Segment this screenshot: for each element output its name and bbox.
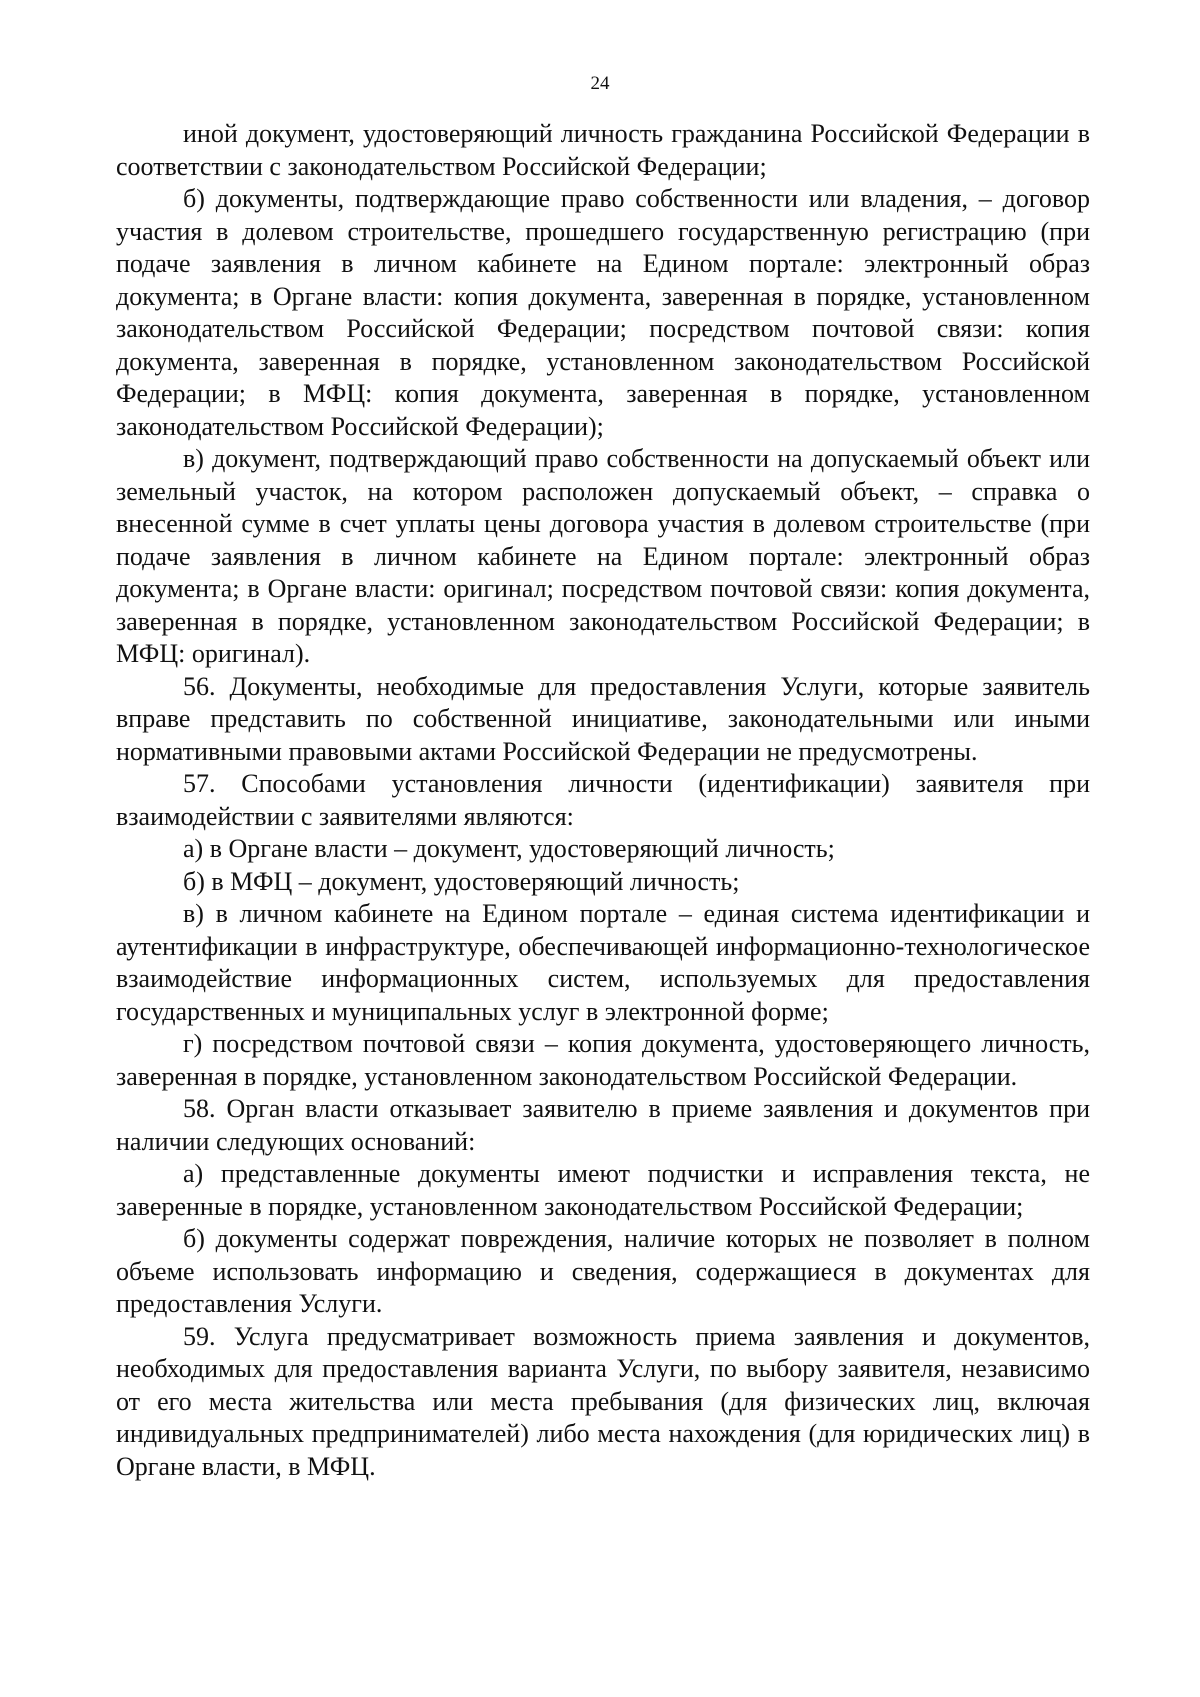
- paragraph-57-v: в) в личном кабинете на Едином портале – единая система идентификации и аутентификации в инфраструктуре, обеспечивающей информационно-технологическое взаимодействие информационных систем, используемых для предоставления государственных и муниципальных услуг в электронной форме;: [116, 899, 1090, 1026]
- paragraph-59: 59. Услуга предусматривает возможность приема заявления и документов, необходимых для предоставления варианта Услуги, по выбору заявителя, независимо от его места жительства или места пребывания (для физических лиц, включая индивидуальных предпринимателей) либо места нахождения (для юридических лиц) в Органе власти, в МФЦ.: [116, 1321, 1090, 1481]
- paragraph-b-ownership-docs: б) документы, подтверждающие право собственности или владения, – договор участия в долевом строительстве, прошедшего государственную регистрацию (при подаче заявления в личном кабинете на Едином портале: электронный образ документа; в Органе власти: копия документа, заверенная в порядке, установленном законодательством Российской Федерации; посредством почтовой связи: копия документа, заверенная в порядке, установленном законодательством Российской Федерации; в МФЦ: копия документа, заверенная в порядке, установленном законодательством Российской Федерации);: [116, 184, 1090, 441]
- paragraph-58-b: б) документы содержат повреждения, наличие которых не позволяет в полном объеме использовать информацию и сведения, содержащиеся в документах для предоставления Услуги.: [116, 1224, 1090, 1318]
- paragraph-v-ownership-proof: в) документ, подтверждающий право собственности на допускаемый объект или земельный участок, на котором расположен допускаемый объект, – справка о внесенной сумме в счет уплаты цены договора участия в долевом строительстве (при подаче заявления в личном кабинете на Едином портале: электронный образ документа; в Органе власти: оригинал; посредством почтовой связи: копия документа, заверенная в порядке, установленном законодательством Российской Федерации; в МФЦ: оригинал).: [116, 444, 1090, 668]
- paragraph-56: 56. Документы, необходимые для предоставления Услуги, которые заявитель вправе представить по собственной инициативе, законодательными или иными нормативными правовыми актами Российской Федерации не предусмотрены.: [116, 671, 1090, 766]
- page-number: 24: [590, 73, 610, 94]
- paragraph-57-b: б) в МФЦ – документ, удостоверяющий личность;: [183, 866, 740, 896]
- paragraph-57-g: г) посредством почтовой связи – копия документа, удостоверяющего личность, заверенная в порядке, установленном законодательством Российской Федерации.: [116, 1029, 1090, 1091]
- document-body: [116, 118, 1090, 1483]
- paragraph-58: 58. Орган власти отказывает заявителю в приеме заявления и документов при наличии следующих оснований:: [116, 1094, 1090, 1156]
- paragraph-57: 57. Способами установления личности (идентификации) заявителя при взаимодействии с заявителями являются:: [116, 769, 1090, 831]
- paragraph-58-a: а) представленные документы имеют подчистки и исправления текста, не заверенные в порядке, установленном законодательством Российской Федерации;: [116, 1159, 1090, 1221]
- paragraph-57-a: а) в Органе власти – документ, удостоверяющий личность;: [183, 834, 835, 863]
- paragraph-id-document-cont: иной документ, удостоверяющий личность гражданина Российской Федерации в соответствии с законодательством Российской Федерации;: [116, 119, 1090, 181]
